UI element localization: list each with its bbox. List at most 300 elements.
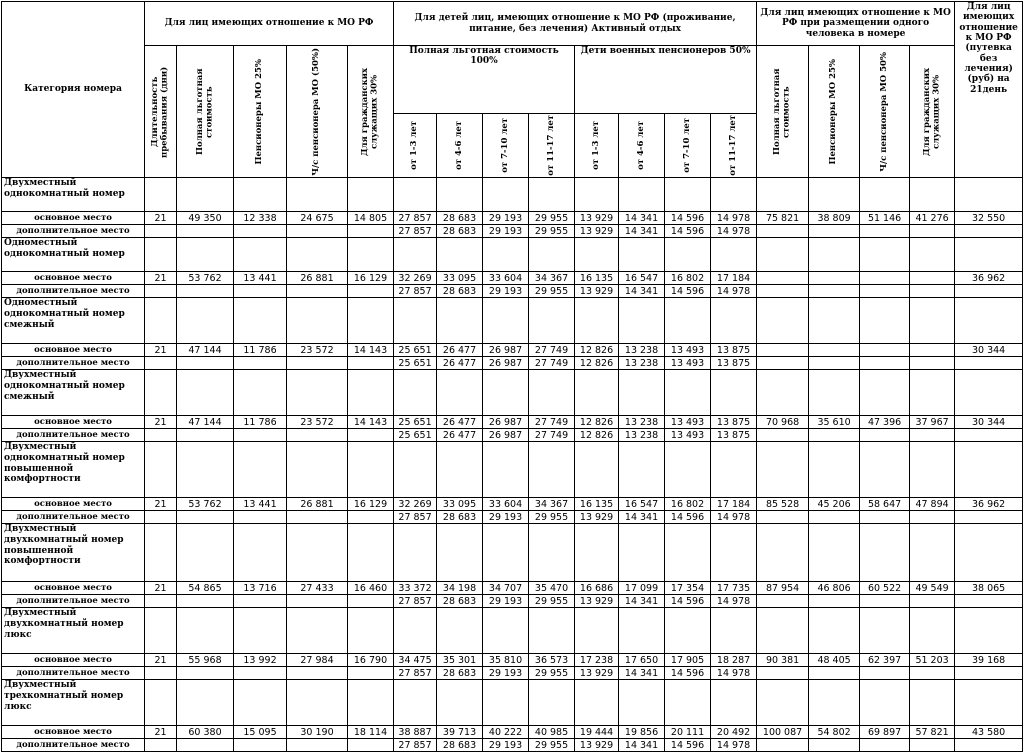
empty-cell — [665, 370, 711, 416]
main-place-row — [2, 272, 1023, 285]
empty-cell — [348, 225, 394, 238]
empty-cell — [809, 370, 860, 416]
single-price-value — [860, 344, 910, 357]
empty-cell — [348, 524, 394, 582]
empty-cell — [619, 370, 665, 416]
empty-cell — [955, 442, 1023, 498]
empty-cell — [955, 285, 1023, 298]
child-price-value: 26 477 — [437, 416, 483, 429]
header-children-pensioners: Дети военных пенсионеров 50% — [575, 46, 757, 114]
child-price-value: 34 198 — [437, 582, 483, 595]
child-price-value: 13 238 — [619, 416, 665, 429]
extra-place-label: дополнительное место — [2, 285, 145, 298]
child-price-value: 14 596 — [665, 225, 711, 238]
category-name: Двухместный двухкомнатный номер повышенной комфортности — [2, 524, 145, 582]
empty-cell — [287, 667, 348, 680]
empty-cell — [145, 238, 177, 272]
child-price-value: 14 596 — [665, 212, 711, 225]
child-price-value: 14 978 — [711, 225, 757, 238]
price-value: 23 572 — [287, 416, 348, 429]
child-price-value: 14 596 — [665, 667, 711, 680]
child-price-value: 27 857 — [394, 212, 437, 225]
empty-cell — [619, 442, 665, 498]
price-table — [1, 1, 1023, 752]
child-price-value: 28 683 — [437, 285, 483, 298]
category-name: Двухместный однокомнатный номер — [2, 178, 145, 212]
empty-cell — [287, 370, 348, 416]
header-single-family: Ч/с пенсионера МО 50% — [860, 46, 910, 178]
child-price-value: 25 651 — [394, 416, 437, 429]
child-price-value: 32 269 — [394, 498, 437, 511]
no-treatment-value: 36 962 — [955, 272, 1023, 285]
main-place-label: основное место — [2, 212, 145, 225]
empty-cell — [394, 608, 437, 654]
empty-cell — [287, 285, 348, 298]
empty-cell — [234, 608, 287, 654]
category-name: Одноместный однокомнатный номер смежный — [2, 298, 145, 344]
child-price-value: 13 238 — [619, 429, 665, 442]
empty-cell — [145, 595, 177, 608]
empty-cell — [234, 429, 287, 442]
price-value: 27 433 — [287, 582, 348, 595]
child-price-value: 29 955 — [529, 667, 575, 680]
header-single-full-cost: Полная льготная стоимость — [757, 46, 809, 178]
empty-cell — [665, 524, 711, 582]
child-price-value: 35 301 — [437, 654, 483, 667]
empty-cell — [145, 225, 177, 238]
single-price-value: 70 968 — [757, 416, 809, 429]
empty-cell — [529, 680, 575, 726]
empty-cell — [809, 680, 860, 726]
category-row — [2, 608, 1023, 654]
empty-cell — [234, 357, 287, 370]
header-group-children: Для детей лиц, имеющих отношение к МО РФ (проживание, питание, без лечения) Активный отдых — [394, 2, 757, 46]
empty-cell — [910, 285, 955, 298]
child-price-value: 14 341 — [619, 511, 665, 524]
child-price-value: 26 477 — [437, 357, 483, 370]
empty-cell — [234, 238, 287, 272]
child-price-value: 40 985 — [529, 726, 575, 739]
days-value: 21 — [145, 272, 177, 285]
empty-cell — [348, 370, 394, 416]
empty-cell — [910, 595, 955, 608]
child-price-value: 19 856 — [619, 726, 665, 739]
empty-cell — [394, 680, 437, 726]
single-price-value: 54 802 — [809, 726, 860, 739]
single-price-value: 51 203 — [910, 654, 955, 667]
child-price-value: 14 341 — [619, 739, 665, 752]
empty-cell — [757, 442, 809, 498]
price-value: 24 675 — [287, 212, 348, 225]
no-treatment-value: 30 344 — [955, 416, 1023, 429]
child-price-value: 13 875 — [711, 344, 757, 357]
days-value: 21 — [145, 498, 177, 511]
empty-cell — [910, 442, 955, 498]
child-price-value: 33 095 — [437, 498, 483, 511]
child-price-value: 29 955 — [529, 739, 575, 752]
empty-cell — [809, 357, 860, 370]
category-row — [2, 238, 1023, 272]
child-price-value: 27 857 — [394, 739, 437, 752]
single-price-value: 49 549 — [910, 582, 955, 595]
main-place-label: основное место — [2, 498, 145, 511]
child-price-value: 34 475 — [394, 654, 437, 667]
empty-cell — [619, 178, 665, 212]
category-row — [2, 442, 1023, 498]
days-value: 21 — [145, 582, 177, 595]
empty-cell — [575, 608, 619, 654]
empty-cell — [287, 511, 348, 524]
child-price-value: 13 875 — [711, 357, 757, 370]
days-value: 21 — [145, 654, 177, 667]
empty-cell — [619, 238, 665, 272]
child-price-value: 18 287 — [711, 654, 757, 667]
empty-cell — [910, 357, 955, 370]
empty-cell — [665, 238, 711, 272]
child-price-value: 17 354 — [665, 582, 711, 595]
single-price-value — [910, 344, 955, 357]
empty-cell — [437, 608, 483, 654]
header-single-pensioners: Пенсионеры МО 25% — [809, 46, 860, 178]
empty-cell — [757, 680, 809, 726]
child-price-value: 14 978 — [711, 595, 757, 608]
child-price-value: 13 929 — [575, 739, 619, 752]
empty-cell — [955, 608, 1023, 654]
empty-cell — [234, 511, 287, 524]
child-price-value: 26 477 — [437, 344, 483, 357]
empty-cell — [394, 442, 437, 498]
empty-cell — [665, 178, 711, 212]
price-value: 53 762 — [177, 272, 234, 285]
category-name: Двухместный двухкомнатный номер люкс — [2, 608, 145, 654]
empty-cell — [575, 442, 619, 498]
empty-cell — [809, 238, 860, 272]
empty-cell — [177, 442, 234, 498]
empty-cell — [348, 511, 394, 524]
empty-cell — [287, 225, 348, 238]
main-place-label: основное место — [2, 582, 145, 595]
empty-cell — [809, 225, 860, 238]
empty-cell — [711, 442, 757, 498]
empty-cell — [860, 285, 910, 298]
header-age-2: от 7-10 лет — [483, 114, 529, 178]
child-price-value: 27 857 — [394, 667, 437, 680]
single-price-value: 60 522 — [860, 582, 910, 595]
empty-cell — [287, 178, 348, 212]
single-price-value: 85 528 — [757, 498, 809, 511]
category-row — [2, 370, 1023, 416]
empty-cell — [575, 178, 619, 212]
child-price-value: 27 749 — [529, 429, 575, 442]
price-value: 60 380 — [177, 726, 234, 739]
single-price-value: 41 276 — [910, 212, 955, 225]
empty-cell — [809, 608, 860, 654]
empty-cell — [348, 595, 394, 608]
empty-cell — [910, 178, 955, 212]
child-price-value: 14 978 — [711, 212, 757, 225]
child-price-value: 40 222 — [483, 726, 529, 739]
empty-cell — [483, 370, 529, 416]
child-price-value: 29 955 — [529, 511, 575, 524]
empty-cell — [529, 238, 575, 272]
empty-cell — [860, 595, 910, 608]
child-price-value: 29 193 — [483, 595, 529, 608]
empty-cell — [177, 429, 234, 442]
child-price-value: 14 341 — [619, 667, 665, 680]
empty-cell — [955, 370, 1023, 416]
price-value: 13 716 — [234, 582, 287, 595]
empty-cell — [910, 680, 955, 726]
empty-cell — [955, 524, 1023, 582]
price-value: 55 968 — [177, 654, 234, 667]
empty-cell — [757, 178, 809, 212]
header-age-3: от 11-17 лет — [529, 114, 575, 178]
empty-cell — [483, 442, 529, 498]
empty-cell — [910, 429, 955, 442]
child-price-value: 14 596 — [665, 595, 711, 608]
empty-cell — [757, 225, 809, 238]
empty-cell — [348, 667, 394, 680]
empty-cell — [234, 225, 287, 238]
empty-cell — [757, 357, 809, 370]
child-price-value: 29 955 — [529, 285, 575, 298]
extra-place-row — [2, 285, 1023, 298]
child-price-value: 33 604 — [483, 498, 529, 511]
empty-cell — [860, 667, 910, 680]
no-treatment-value: 39 168 — [955, 654, 1023, 667]
child-price-value: 14 596 — [665, 511, 711, 524]
child-price-value: 28 683 — [437, 667, 483, 680]
extra-place-label: дополнительное место — [2, 511, 145, 524]
empty-cell — [234, 524, 287, 582]
header-age-6: от 7-10 лет — [665, 114, 711, 178]
child-price-value: 14 978 — [711, 285, 757, 298]
empty-cell — [910, 238, 955, 272]
empty-cell — [955, 595, 1023, 608]
empty-cell — [910, 511, 955, 524]
empty-cell — [860, 357, 910, 370]
main-place-label: основное место — [2, 272, 145, 285]
empty-cell — [234, 298, 287, 344]
empty-cell — [955, 511, 1023, 524]
empty-cell — [437, 442, 483, 498]
header-group-single: Для лиц имеющих отношение к МО РФ при размещении одного человека в номере — [757, 2, 955, 46]
empty-cell — [529, 370, 575, 416]
empty-cell — [483, 608, 529, 654]
empty-cell — [955, 357, 1023, 370]
empty-cell — [234, 442, 287, 498]
child-price-value: 26 987 — [483, 429, 529, 442]
empty-cell — [394, 524, 437, 582]
empty-cell — [757, 608, 809, 654]
child-price-value: 39 713 — [437, 726, 483, 739]
child-price-value: 17 905 — [665, 654, 711, 667]
price-value: 49 350 — [177, 212, 234, 225]
no-treatment-value: 43 580 — [955, 726, 1023, 739]
empty-cell — [145, 429, 177, 442]
no-treatment-value: 38 065 — [955, 582, 1023, 595]
child-price-value: 14 596 — [665, 285, 711, 298]
empty-cell — [711, 524, 757, 582]
empty-cell — [665, 680, 711, 726]
child-price-value: 14 341 — [619, 285, 665, 298]
empty-cell — [910, 225, 955, 238]
child-price-value: 17 184 — [711, 498, 757, 511]
price-value: 14 805 — [348, 212, 394, 225]
child-price-value: 17 238 — [575, 654, 619, 667]
price-value: 16 790 — [348, 654, 394, 667]
header-age-0: от 1-3 лет — [394, 114, 437, 178]
empty-cell — [145, 667, 177, 680]
no-treatment-value: 36 962 — [955, 498, 1023, 511]
single-price-value: 48 405 — [809, 654, 860, 667]
single-price-value — [910, 272, 955, 285]
child-price-value: 13 493 — [665, 429, 711, 442]
empty-cell — [860, 442, 910, 498]
main-place-row — [2, 212, 1023, 225]
child-price-value: 28 683 — [437, 595, 483, 608]
empty-cell — [910, 608, 955, 654]
extra-place-row — [2, 667, 1023, 680]
empty-cell — [809, 285, 860, 298]
price-value: 13 441 — [234, 272, 287, 285]
empty-cell — [348, 429, 394, 442]
price-value: 30 190 — [287, 726, 348, 739]
empty-cell — [348, 739, 394, 752]
price-value: 47 144 — [177, 416, 234, 429]
child-price-value: 34 707 — [483, 582, 529, 595]
header-civil-servants: Для гражданских служащих 30% — [348, 46, 394, 178]
empty-cell — [287, 739, 348, 752]
price-value: 11 786 — [234, 416, 287, 429]
empty-cell — [529, 608, 575, 654]
child-price-value: 20 111 — [665, 726, 711, 739]
empty-cell — [145, 680, 177, 726]
child-price-value: 13 929 — [575, 667, 619, 680]
empty-cell — [177, 667, 234, 680]
price-value: 12 338 — [234, 212, 287, 225]
empty-cell — [575, 238, 619, 272]
child-price-value: 13 875 — [711, 416, 757, 429]
empty-cell — [145, 608, 177, 654]
empty-cell — [860, 680, 910, 726]
empty-cell — [860, 608, 910, 654]
empty-cell — [860, 524, 910, 582]
empty-cell — [529, 524, 575, 582]
single-price-value: 47 396 — [860, 416, 910, 429]
main-place-label: основное место — [2, 726, 145, 739]
empty-cell — [234, 667, 287, 680]
child-price-value: 28 683 — [437, 212, 483, 225]
empty-cell — [177, 298, 234, 344]
empty-cell — [860, 739, 910, 752]
main-place-row — [2, 344, 1023, 357]
empty-cell — [809, 524, 860, 582]
empty-cell — [529, 442, 575, 498]
header-single-civil: Для гражданских служащих 30% — [910, 46, 955, 178]
child-price-value: 13 929 — [575, 285, 619, 298]
category-name: Двухместный однокомнатный номер смежный — [2, 370, 145, 416]
single-price-value — [860, 272, 910, 285]
child-price-value: 28 683 — [437, 739, 483, 752]
header-family-members: Ч/с пенсионера МО (50%) — [287, 46, 348, 178]
empty-cell — [145, 370, 177, 416]
child-price-value: 14 596 — [665, 739, 711, 752]
single-price-value: 90 381 — [757, 654, 809, 667]
empty-cell — [437, 524, 483, 582]
empty-cell — [529, 178, 575, 212]
single-price-value: 37 967 — [910, 416, 955, 429]
empty-cell — [619, 524, 665, 582]
empty-cell — [860, 429, 910, 442]
empty-cell — [145, 285, 177, 298]
child-price-value: 16 547 — [619, 498, 665, 511]
header-category: Категория номера — [2, 2, 145, 178]
empty-cell — [437, 298, 483, 344]
single-price-value: 38 809 — [809, 212, 860, 225]
empty-cell — [757, 370, 809, 416]
empty-cell — [287, 524, 348, 582]
empty-cell — [437, 680, 483, 726]
child-price-value: 27 749 — [529, 416, 575, 429]
empty-cell — [437, 238, 483, 272]
main-place-row — [2, 416, 1023, 429]
empty-cell — [619, 608, 665, 654]
main-place-label: основное место — [2, 416, 145, 429]
empty-cell — [234, 739, 287, 752]
days-value: 21 — [145, 212, 177, 225]
child-price-value: 27 749 — [529, 357, 575, 370]
empty-cell — [711, 370, 757, 416]
empty-cell — [860, 238, 910, 272]
empty-cell — [575, 370, 619, 416]
single-price-value: 62 397 — [860, 654, 910, 667]
child-price-value: 14 978 — [711, 511, 757, 524]
single-price-value: 100 087 — [757, 726, 809, 739]
price-value: 11 786 — [234, 344, 287, 357]
empty-cell — [145, 178, 177, 212]
empty-cell — [287, 429, 348, 442]
single-price-value: 75 821 — [757, 212, 809, 225]
child-price-value: 16 135 — [575, 272, 619, 285]
category-name: Двухместный трехкомнатный номер люкс — [2, 680, 145, 726]
extra-place-label: дополнительное место — [2, 595, 145, 608]
empty-cell — [711, 608, 757, 654]
empty-cell — [860, 225, 910, 238]
child-price-value: 26 987 — [483, 357, 529, 370]
child-price-value: 32 269 — [394, 272, 437, 285]
main-place-label: основное место — [2, 344, 145, 357]
single-price-value — [809, 272, 860, 285]
empty-cell — [177, 178, 234, 212]
child-price-value: 17 099 — [619, 582, 665, 595]
header-children-full: Полная льготная стоимость 100% — [394, 46, 575, 114]
empty-cell — [809, 595, 860, 608]
empty-cell — [757, 524, 809, 582]
empty-cell — [757, 739, 809, 752]
empty-cell — [483, 178, 529, 212]
empty-cell — [145, 357, 177, 370]
header-age-4: от 1-3 лет — [575, 114, 619, 178]
empty-cell — [955, 667, 1023, 680]
empty-cell — [287, 608, 348, 654]
child-price-value: 34 367 — [529, 498, 575, 511]
child-price-value: 14 341 — [619, 212, 665, 225]
empty-cell — [348, 357, 394, 370]
child-price-value: 13 493 — [665, 416, 711, 429]
empty-cell — [483, 524, 529, 582]
header-group-mo: Для лиц имеющих отношение к МО РФ — [145, 2, 394, 46]
